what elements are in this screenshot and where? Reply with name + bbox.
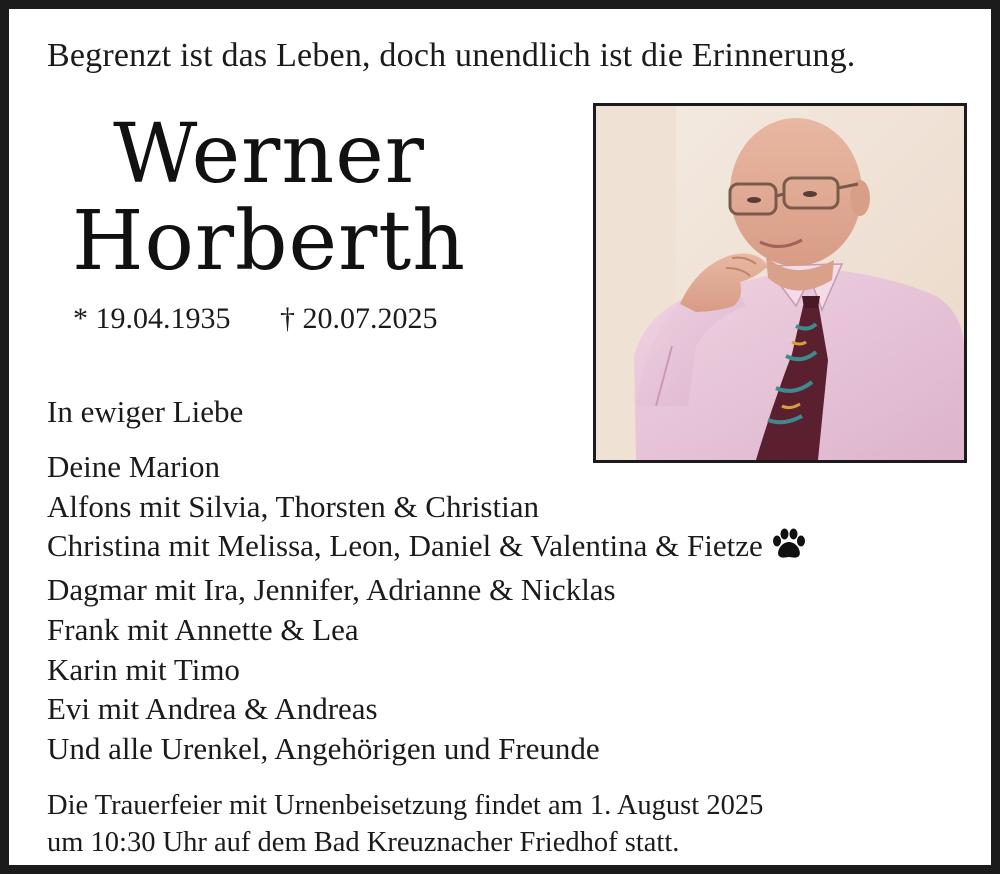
mourner-line: Karin mit Timo [47, 651, 240, 687]
life-dates [73, 302, 438, 336]
mourner-line: Alfons mit Silvia, Thorsten & Christian [47, 488, 539, 524]
funeral-service-info [47, 787, 763, 861]
mourner-line [47, 526, 807, 570]
portrait-illustration [596, 106, 964, 460]
mourner-line: Dagmar mit Ira, Jennifer, Adrianne & Nicklas [47, 572, 616, 608]
mourner-line: Deine Marion [47, 449, 221, 484]
mourners-list [47, 447, 807, 769]
farewell-line: In ewiger Liebe [47, 394, 244, 429]
first-name: Werner [113, 107, 425, 202]
portrait-photo [593, 103, 967, 463]
service-line-1: Die Trauerfeier mit Urnenbeisetzung findet am 1. August 2025 [47, 790, 764, 821]
paw-print-icon [771, 528, 807, 570]
motto-text: Begrenzt ist das Leben, doch unendlich ist die Erinnerung. [47, 37, 856, 74]
birth-date: * 19.04.1935 [73, 302, 231, 335]
mourner-line: Evi mit Andrea & Andreas [47, 691, 378, 727]
service-line-2: um 10:30 Uhr auf dem Bad Kreuznacher Friedhof statt. [47, 827, 680, 858]
mourner-line-text: Christina mit Melissa, Leon, Daniel & Valentina & Fietze [47, 528, 763, 564]
last-name: Horberth [71, 194, 467, 289]
death-date: † 20.07.2025 [280, 302, 438, 335]
mourner-line: Frank mit Annette & Lea [47, 611, 359, 647]
mourner-line: Und alle Urenkel, Angehörigen und Freunde [47, 730, 600, 766]
